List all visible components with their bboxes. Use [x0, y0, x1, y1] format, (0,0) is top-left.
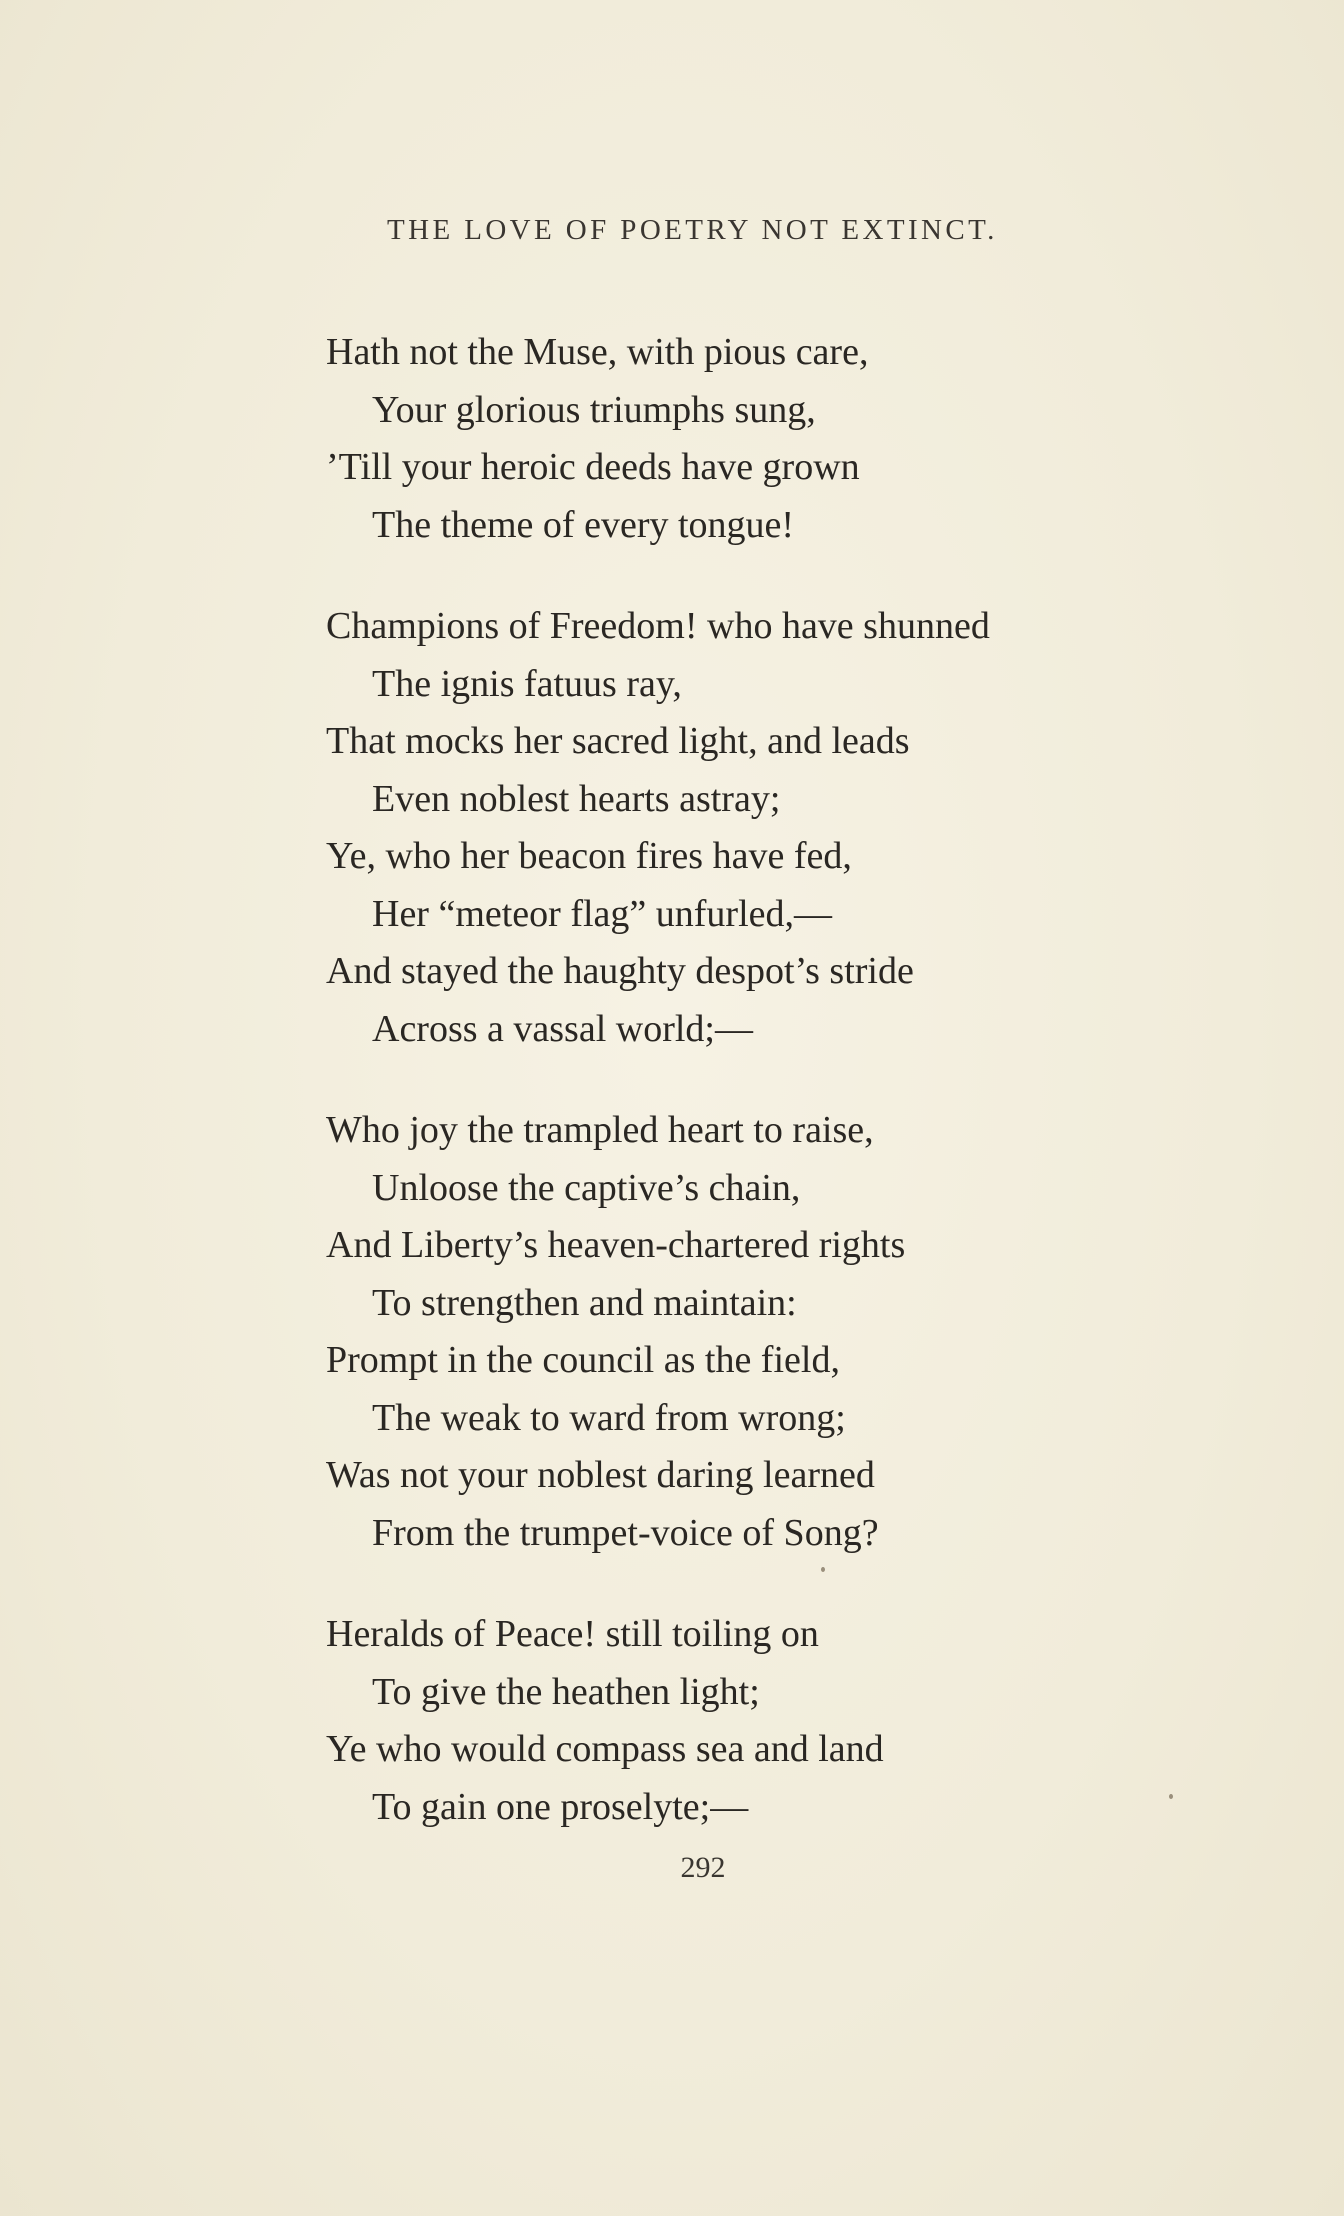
poem-line: Champions of Freedom! who have shunned	[326, 605, 990, 647]
poem	[0, 324, 1344, 1880]
stanza-2	[0, 598, 1344, 1058]
poem-line: That mocks her sacred light, and leads	[326, 720, 910, 762]
paper-speck	[821, 1567, 825, 1572]
stanza-1	[0, 324, 1344, 554]
poem-line: To gain one proselyte;—	[372, 1785, 749, 1828]
poem-line: Ye, who her beacon fires have fed,	[326, 835, 852, 877]
paper-speck	[1169, 1794, 1173, 1799]
poem-line: Was not your noblest daring learned	[326, 1454, 875, 1496]
poem-line: Hath not the Muse, with pious care,	[326, 331, 869, 373]
poem-line: And Liberty’s heaven-chartered rights	[326, 1224, 906, 1266]
poem-line: Across a vassal world;—	[372, 1007, 753, 1050]
poem-line: Prompt in the council as the field,	[326, 1339, 840, 1381]
poem-line: Your glorious triumphs sung,	[372, 388, 816, 431]
poem-line: To strengthen and maintain:	[372, 1281, 797, 1324]
poem-line: Ye who would compass sea and land	[326, 1728, 884, 1770]
poem-line: Unloose the captive’s chain,	[372, 1166, 801, 1209]
poem-line: To give the heathen light;	[372, 1670, 760, 1713]
running-head: THE LOVE OF POETRY NOT EXTINCT.	[387, 214, 998, 246]
poem-line: The ignis fatuus ray,	[372, 662, 682, 705]
poem-line: Heralds of Peace! still toiling on	[326, 1613, 819, 1655]
poem-line: Even noblest hearts astray;	[372, 777, 781, 820]
poem-line: The weak to ward from wrong;	[372, 1396, 846, 1439]
poem-line: ’Till your heroic deeds have grown	[326, 446, 860, 488]
stanza-3	[0, 1102, 1344, 1562]
poem-line: And stayed the haughty despot’s stride	[326, 950, 914, 992]
poem-line: Her “meteor flag” unfurled,—	[372, 892, 833, 935]
poem-line: Who joy the trampled heart to raise,	[326, 1109, 874, 1151]
poem-line: From the trumpet-voice of Song?	[372, 1511, 879, 1554]
page-number: 292	[680, 1851, 726, 1884]
stanza-4	[0, 1606, 1344, 1836]
poem-line: The theme of every tongue!	[372, 503, 795, 546]
